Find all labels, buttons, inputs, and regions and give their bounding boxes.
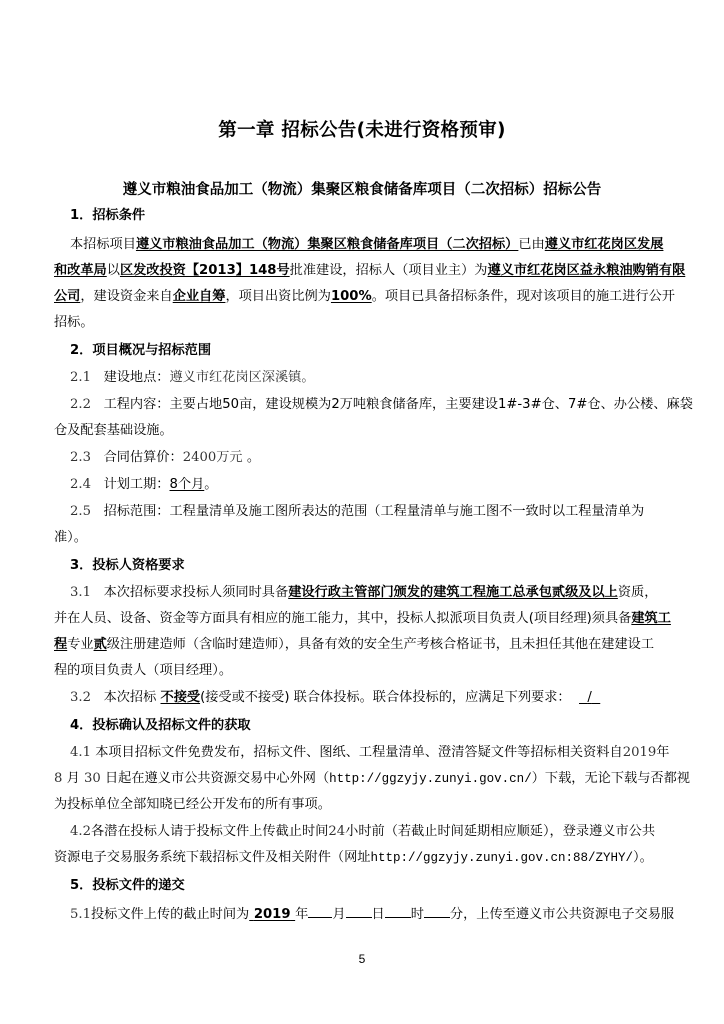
s3-item-1-line-3: [54, 635, 654, 655]
page-number: 5: [358, 952, 366, 966]
text: 月: [332, 907, 346, 922]
text: 本招标项目: [70, 237, 136, 252]
s1-line-1: [70, 235, 663, 255]
s2-item-4: [70, 475, 217, 495]
s4-item-1-line-3: 为投标单位全部知晓已经公开发布的所有事项。: [54, 797, 331, 812]
item-number: 2.2: [70, 397, 91, 412]
item-number: 2.4: [70, 477, 91, 492]
text: 年: [656, 745, 670, 760]
text: 资质，: [617, 585, 658, 600]
s2-item-2: [70, 395, 693, 415]
item-number: 4.2: [70, 824, 91, 839]
hours: 24: [328, 824, 346, 839]
requirement-value: /: [587, 690, 592, 705]
text: (接受或不接受) 联合体投标。联合体投标的，应满足下列要求：: [200, 690, 571, 705]
text: 已由: [518, 237, 545, 252]
text: 各潜在投标人请于投标文件上传截止时间: [90, 824, 329, 839]
document-title: 遵义市粮油食品加工（物流）集聚区粮食储备库项目（二次招标）招标公告: [122, 182, 602, 198]
section-5-heading: 5．投标文件的递交: [70, 878, 185, 893]
month-blank[interactable]: [308, 903, 332, 918]
day: 30: [83, 771, 101, 786]
item-number: 5.1: [70, 907, 91, 922]
year: 2019: [622, 745, 657, 760]
label: 合同估算价：: [103, 450, 183, 465]
s4-item-1: [70, 743, 669, 763]
text: 本次招标: [103, 690, 157, 705]
tenderee: 公司: [54, 289, 81, 304]
approver: 遵义市红花岗区发展: [544, 237, 664, 252]
item-number: 2.3: [70, 450, 91, 465]
certificate-type: 程: [54, 637, 68, 652]
text: 资源电子交易服务系统下载招标文件及相关附件（网址: [54, 850, 371, 865]
consortium-option: 不接受: [160, 690, 201, 705]
text: 。项目已具备招标条件，现对该项目的施工进行公开: [371, 289, 675, 304]
year: 2019: [253, 907, 291, 922]
text: 级注册建造师（含临时建造师），具备有效的安全生产考核合格证书，且未担任其他在建建设工: [106, 637, 655, 652]
chapter-title: 第一章 招标公告(未进行资格预审): [218, 120, 506, 141]
s3-item-1-line-2: [54, 609, 671, 629]
s4-item-2-line-2: [54, 848, 653, 868]
text: ，项目出资比例为: [225, 289, 331, 304]
s3-item-2: [70, 688, 600, 708]
text: 工程内容：主要占地50亩，建设规模为2万吨粮食储备库，主要建设1#-3#仓、7#仓、办公楼、麻袋: [103, 397, 693, 412]
text: 专业: [67, 637, 94, 652]
text: ，建设资金来自: [80, 289, 173, 304]
label: 计划工期：: [103, 477, 170, 492]
construction-site: 遵义市红花岗区深溪镇。: [169, 370, 315, 385]
text: 以: [106, 263, 120, 278]
day-blank[interactable]: [346, 903, 372, 918]
text: 并在人员、设备、资金等方面具有相应的施工能力，其中，投标人拟派项目负责人(项目经理)须具备: [54, 611, 632, 626]
s1-line-2: [54, 261, 685, 281]
deadline-year: [249, 907, 295, 922]
section-2-heading: 2．项目概况与招标范围: [70, 343, 212, 358]
hour-blank[interactable]: [385, 903, 411, 918]
text: 年: [295, 907, 309, 922]
text: 。: [204, 477, 218, 492]
item-number: 2.5: [70, 504, 91, 519]
s5-item-1: [70, 903, 674, 925]
label: 建设地点：: [103, 370, 170, 385]
planned-duration: 8个月: [169, 477, 205, 492]
text: 日: [371, 907, 385, 922]
text: 日起在遵义市公共资源交易中心外网（: [104, 771, 330, 786]
tenderee: 遵义市红花岗区益永粮油购销有限: [487, 263, 686, 278]
s1-line-3: [54, 287, 675, 307]
approver: 和改革局: [54, 263, 107, 278]
item-number: 3.1: [70, 585, 91, 600]
text: 小时前（若截止时间延期相应顺延），登录遵义市公共: [345, 824, 656, 839]
certificate-grade: 贰: [93, 637, 107, 652]
contract-estimate: 2400万元: [182, 450, 243, 465]
s4-item-1-line-2: [54, 769, 690, 789]
funding-ratio: 100%: [330, 289, 372, 304]
text: ）。: [633, 850, 653, 865]
text: 投标文件上传的截止时间为: [90, 907, 250, 922]
text: 分: [449, 907, 464, 922]
consortium-requirement: [579, 690, 600, 705]
certificate-type: 建筑工: [631, 611, 671, 626]
text: 招标范围：工程量清单及施工图所表达的范围（工程量清单与施工图不一致时以工程量清单为: [103, 504, 645, 519]
month: 8: [54, 771, 63, 786]
item-number: 4.1: [70, 745, 91, 760]
section-3-heading: 3．投标人资格要求: [70, 558, 185, 573]
system-link[interactable]: http://ggzyjy.zunyi.gov.cn:88/ZYHY/: [370, 851, 634, 865]
s2-item-3: [70, 448, 260, 468]
text: 月: [66, 771, 80, 786]
section-1-heading: 1．招标条件: [70, 208, 146, 223]
approval-number: 区发改投资【2013】148号: [119, 263, 290, 278]
item-number: 2.1: [70, 370, 91, 385]
s2-item-5-cont: 准）。: [54, 530, 87, 545]
s1-line-4: 招标。: [54, 315, 94, 330]
project-name: 遵义市粮油食品加工（物流）集聚区粮食储备库项目（二次招标）: [135, 237, 519, 252]
minute-blank[interactable]: [424, 903, 450, 918]
text: ）下载，无论下载与否都视: [531, 771, 690, 786]
item-number: 3.2: [70, 690, 91, 705]
s3-item-1: [70, 583, 657, 603]
text: 批准建设，招标人（项目业主）为: [289, 263, 488, 278]
fund-source: 企业自筹: [172, 289, 226, 304]
text: 时: [410, 907, 424, 922]
text: ，上传至遵义市公共资源电子交易服: [463, 907, 675, 922]
s2-item-2-cont: 仓及配套基础设施。: [54, 423, 173, 438]
s3-item-1-line-4: 程的项目负责人（项目经理）。: [54, 663, 233, 678]
text: 。: [246, 450, 261, 465]
qualification-requirement: 建设行政主管部门颁发的建筑工程施工总承包贰级及以上: [288, 585, 618, 600]
text: 本次招标要求投标人须同时具备: [103, 585, 289, 600]
section-4-heading: 4．投标确认及招标文件的获取: [70, 718, 251, 733]
s2-item-5: [70, 502, 644, 522]
text: 本项目招标文件免费发布，招标文件、图纸、工程量清单、澄清答疑文件等招标相关资料自: [95, 745, 623, 760]
download-link[interactable]: http://ggzyjy.zunyi.gov.cn/: [329, 772, 532, 786]
s4-item-2: [70, 822, 655, 842]
s2-item-1: [70, 368, 315, 388]
